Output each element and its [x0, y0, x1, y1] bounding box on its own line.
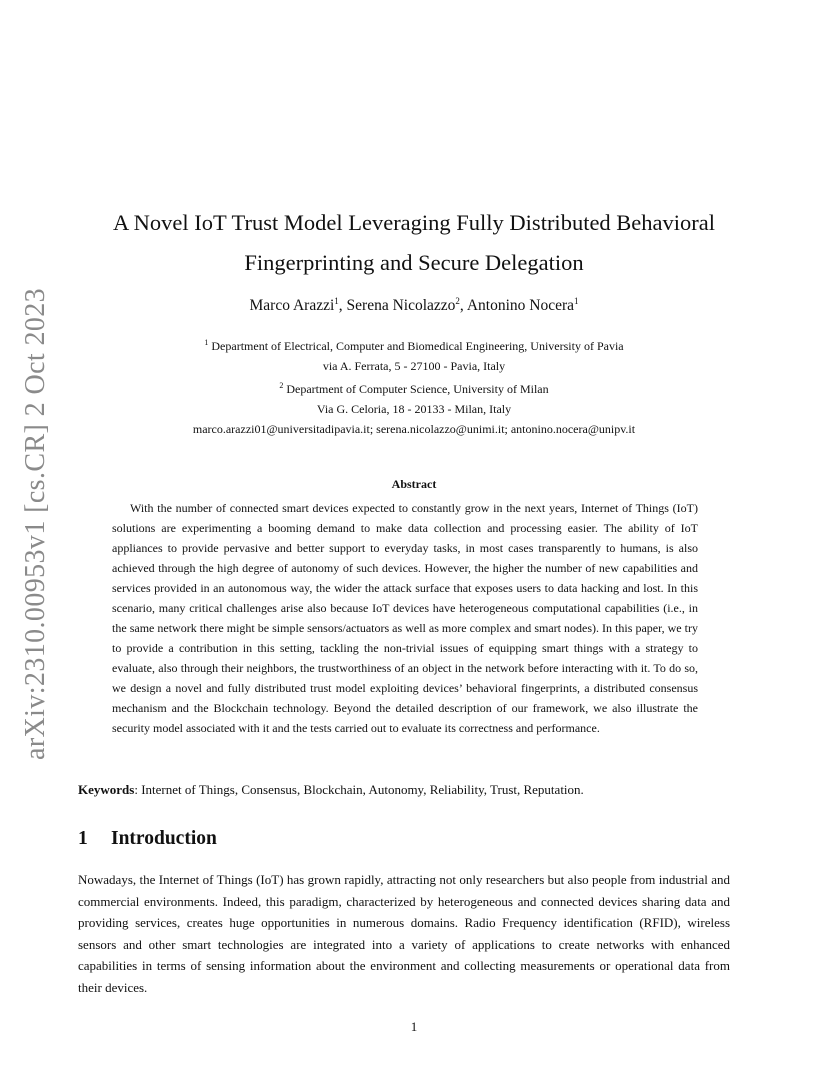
affiliation-mark: 1: [334, 296, 339, 306]
abstract-text: With the number of connected smart devices expected to constantly grow in the next years, Internet of Things (IoT) solutions are experimenting a booming demand to make data collection and processing easier. The ability of IoT appliances to provide pervasive and better support to everyday tasks, in most cases transparently to humans, is also achieved through the high degree of autonomy of such devices. However, the higher the number of new capabilities and services provided in an autonomous way, the wider the attack surface that exposes users to data hacking and lost. In this scenario, many critical challenges arise also because IoT devices have heterogeneous computational capabilities (i.e., in the same network there might be simple sensors/actuators as well as more complex and smart nodes). In this paper, we try to provide a contribution in this setting, tackling the non-trivial issues of equipping smart things with a strategy to evaluate, also through their neighbors, the trustworthiness of an object in the network before interacting with it. To do so, we design a novel and fully distributed trust model exploiting devices’ behavioral fingerprints, a distributed consensus mechanism and the Blockchain technology. Beyond the detailed description of our framework, we also illustrate the security model associated with it and the tests carried out to evaluate its correctness and performance.: [112, 501, 698, 735]
author-separator: ,: [459, 297, 467, 315]
introduction-paragraph: Nowadays, the Internet of Things (IoT) has grown rapidly, attracting not only researchers but also people from industrial and commercial environments. Indeed, this paradigm, characterized by heterogeneous and connected devices sharing data and providing services, creates huge opportunities in numerous domains. Radio Frequency identification (RFID), wireless sensors and other smart technologies are integrated into a variety of applications to create networks with enhanced capabilities in terms of sensing information about the environment and collecting measurements or operational data from their devices.: [78, 872, 730, 995]
author-name: Antonino Nocera: [466, 297, 574, 315]
abstract-heading: Abstract: [391, 477, 437, 491]
affiliation-line: [80, 333, 748, 356]
paper-title: A Novel IoT Trust Model Leveraging Fully Distributed Behavioral Fingerprinting and Secure Delegation: [112, 210, 716, 275]
affiliation-address: Via G. Celoria, 18 - 20133 - Milan, Italy: [316, 402, 512, 416]
keywords-label: Keywords: [78, 782, 135, 797]
section-title: Introduction: [111, 828, 217, 849]
affiliation-mark: 2: [279, 381, 284, 390]
affiliation-text: Department of Computer Science, University of Milan: [283, 382, 549, 396]
affiliation-mark: 1: [574, 296, 579, 306]
affiliation-mark: 2: [455, 296, 460, 306]
page-number: 1: [410, 1019, 418, 1034]
arxiv-identifier-stamp: arXiv:2310.00953v1 [cs.CR] 2 Oct 2023: [20, 287, 51, 760]
author-list: [80, 296, 748, 315]
author-name: Marco Arazzi: [249, 297, 335, 315]
affiliation-text: Department of Electrical, Computer and Biomedical Engineering, University of Pavia: [208, 339, 624, 353]
affiliation-address: via A. Ferrata, 5 - 27100 - Pavia, Italy: [322, 359, 506, 373]
affiliation-line: [80, 376, 748, 399]
section-number: 1: [78, 828, 88, 849]
author-name: Serena Nicolazzo: [346, 297, 456, 315]
keywords: [78, 782, 750, 798]
affiliations: [80, 333, 748, 439]
author-emails: marco.arazzi01@universitadipavia.it; serena.nicolazzo@unimi.it; antonino.nocera@unipv.it: [192, 422, 636, 436]
section-heading: [78, 828, 217, 850]
author-separator: ,: [338, 297, 347, 315]
keywords-list: : Internet of Things, Consensus, Blockchain, Autonomy, Reliability, Trust, Reputation.: [134, 782, 584, 797]
affiliation-mark: 1: [204, 338, 209, 347]
